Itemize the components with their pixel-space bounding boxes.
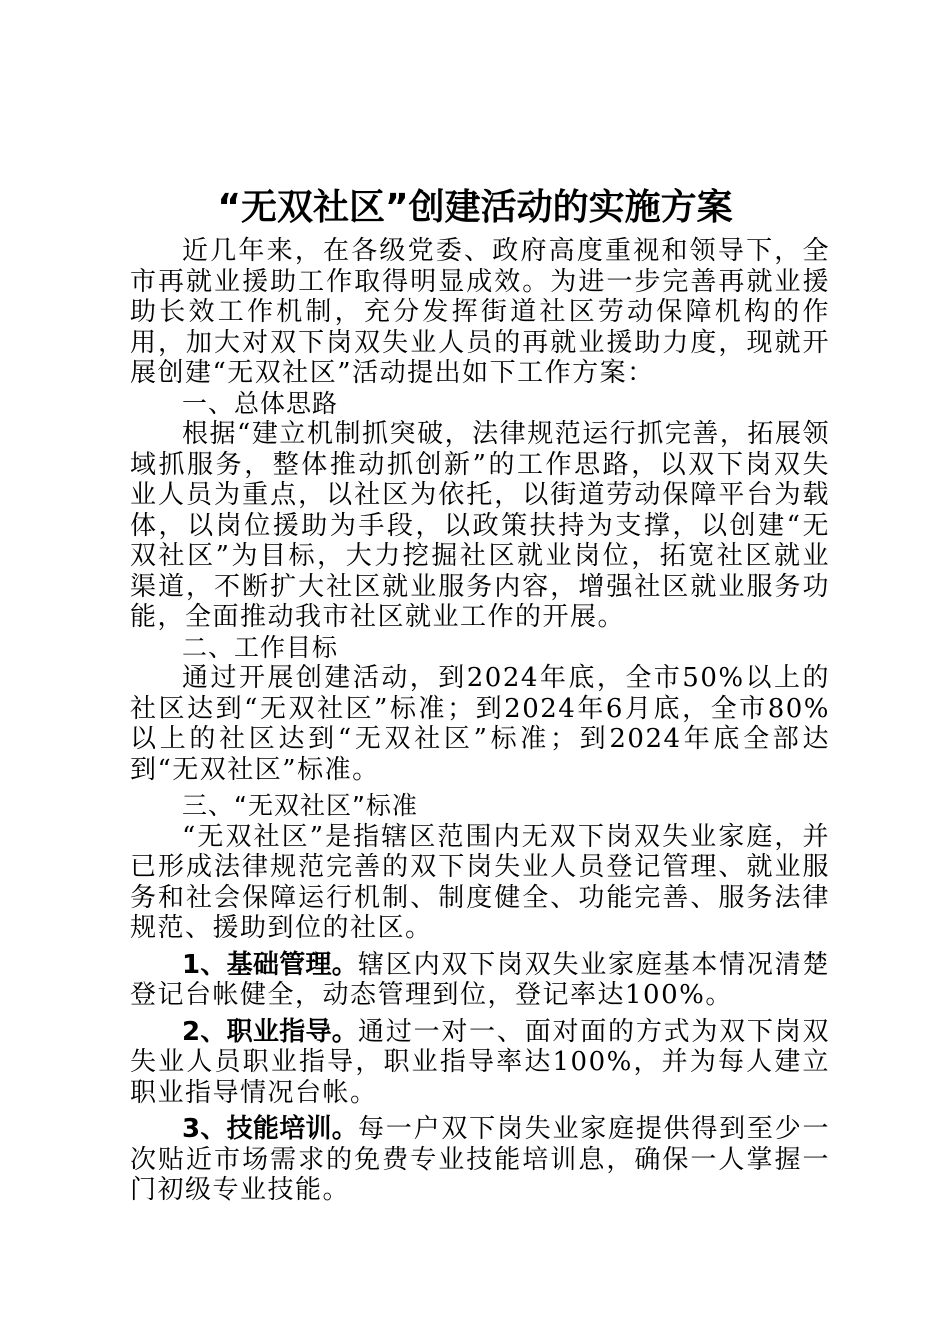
document-title: “无双社区”创建活动的实施方案 [217,187,733,228]
section-heading-standards: 三、“无双社区”标准 [182,791,418,820]
section-body-work-goals: 通过开展创建活动，到2024年底，全市50%以上的社区达到“无双社区”标准；到2024年6月底，全市80%以上的社区达到“无双社区”标准；到2024年底全部达到“无双社区”标准。 [130,663,830,785]
standard-item-career-guidance [130,1017,830,1109]
standard-item-text: 通过一对一、面对面的方式为双下岗双失业人员职业指导，职业指导率达100%，并为每人建立职业指导情况台帐。 [130,1016,830,1108]
section-body-overall-approach: 根据“建立机制抓突破，法律规范运行抓完善，拓展领域抓服务，整体推动抓创新”的工作思路，以双下岗双失业人员为重点，以社区为依托，以街道劳动保障平台为载体，以岗位援助为手段，以政策扶持为支撑，以创建“无双社区”为目标，大力挖掘社区就业岗位，拓宽社区就业渠道，不断扩大社区就业服务内容，增强社区就业服务功能，全面推动我市社区就业工作的开展。 [130,419,830,632]
standard-item-basic-management [130,950,830,1011]
intro-paragraph: 近几年来，在各级党委、政府高度重视和领导下，全市再就业援助工作取得明显成效。为进一步完善再就业援助长效工作机制，充分发挥街道社区劳动保障机构的作用，加大对双下岗双失业人员的再就业援助力度，现就开展创建“无双社区”活动提出如下工作方案： [130,236,830,388]
standard-item-lead: 3、技能培训。 [182,1114,359,1144]
standard-item-text: 每一户双下岗失业家庭提供得到至少一次贴近市场需求的免费专业技能培训息，确保一人掌握一门初级专业技能。 [130,1114,830,1205]
section-heading-work-goals: 二、工作目标 [182,632,339,662]
standard-item-lead: 1、基础管理。 [182,949,359,980]
section-body-standards: “无双社区”是指辖区范围内无双下岗双失业家庭，并已形成法律规范完善的双下岗失业人员登记管理、就业服务和社会保障运行机制、制度健全、功能完善、服务法律规范、援助到位的社区。 [130,821,830,943]
standard-item-lead: 2、职业指导。 [182,1016,359,1047]
standard-item-skill-training [130,1114,830,1206]
standard-item-text: 辖区内双下岗双失业家庭基本情况清楚登记台帐健全，动态管理到位，登记率达100%。 [130,949,830,1010]
document-body [130,236,830,1206]
section-heading-overall-approach: 一、总体思路 [182,388,339,418]
